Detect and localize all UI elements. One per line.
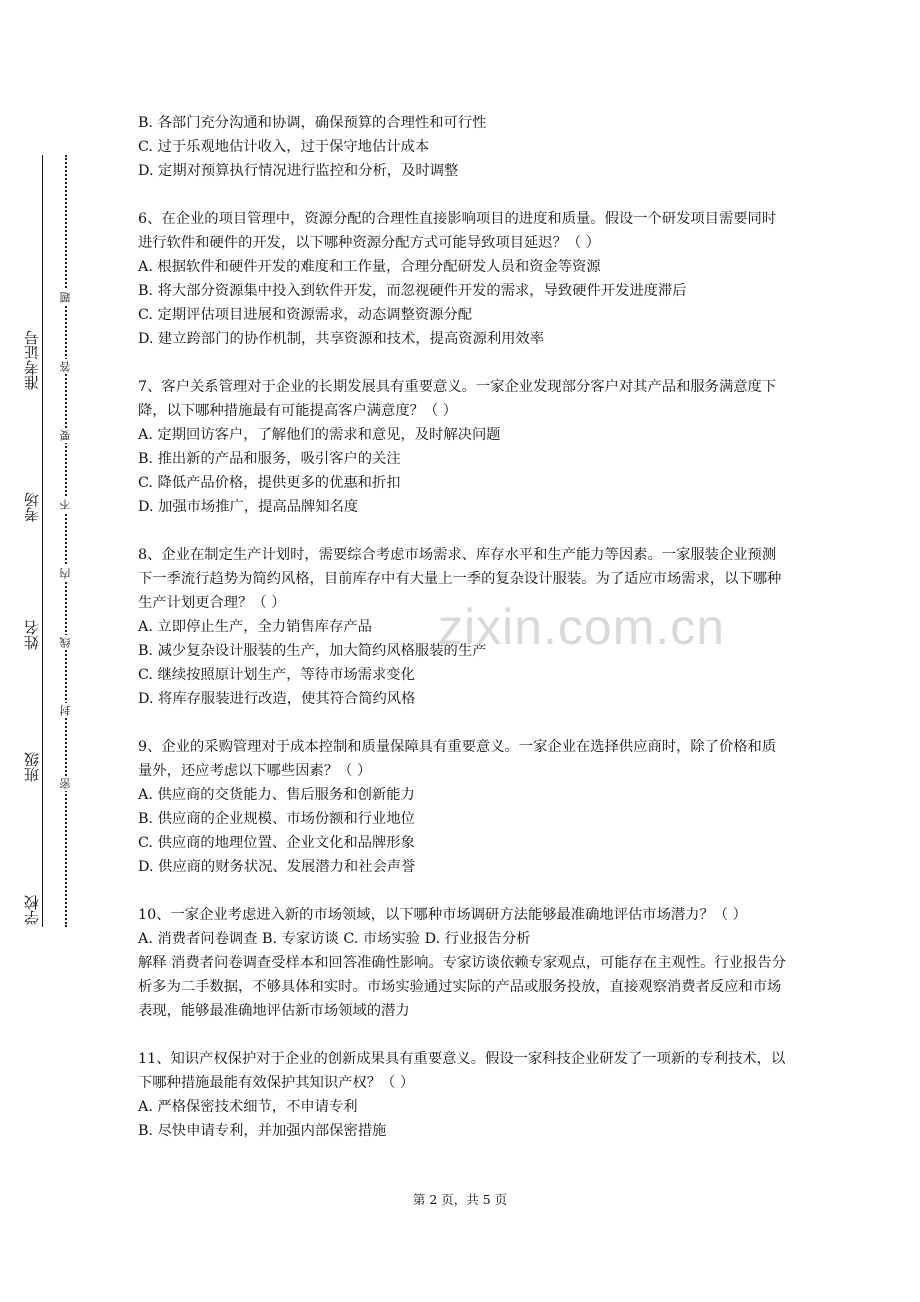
question-11	[138, 1047, 786, 1143]
option: A. 供应商的交货能力、售后服务和创新能力	[138, 787, 415, 803]
option: D. 定期对预算执行情况进行监控和分析，及时调整	[138, 163, 459, 179]
option: C. 继续按照原计划生产，等待市场需求变化	[138, 667, 415, 683]
question-stem: 10、一家企业考虑进入新的市场领域，以下哪种市场调研方法能够最准确地评估市场潜力？（ ）	[138, 907, 747, 923]
question-5-continued	[138, 111, 786, 183]
option: C. 过于乐观地估计收入，过于保守地估计成本	[138, 139, 430, 155]
option: D. 建立跨部门的协作机制，共享资源和技术，提高资源利用效率	[138, 331, 545, 347]
page-number: 第 2 页，共 5 页	[412, 1192, 508, 1207]
option: A. 消费者问卷调查 B. 专家访谈 C. 市场实验 D. 行业报告分析	[138, 931, 531, 947]
option: C. 供应商的地理位置、企业文化和品牌形象	[138, 835, 415, 851]
question-stem: 11、知识产权保护对于企业的创新成果具有重要意义。假设一家科技企业研发了一项新的专利技术，以下哪种措施最能有效保护其知识产权？（ ）	[138, 1051, 786, 1091]
option: A. 定期回访客户，了解他们的需求和意见，及时解决问题	[138, 427, 501, 443]
option: C. 降低产品价格，提供更多的优惠和折扣	[138, 475, 401, 491]
question-8	[138, 543, 786, 711]
seal-char-yao: 要	[59, 430, 72, 441]
question-stem: 9、企业的采购管理对于成本控制和质量保障具有重要意义。一家企业在选择供应商时，除了价格和质量外，还应考虑以下哪些因素？（ ）	[138, 739, 777, 779]
field-exam-number: 准考证号	[23, 330, 41, 390]
field-class: 班级	[23, 752, 41, 782]
binding-dotted-line	[65, 155, 67, 927]
question-10	[138, 903, 786, 1023]
option: B. 减少复杂设计服装的生产，加大简约风格服装的生产	[138, 643, 487, 659]
seal-char-da: 答	[59, 361, 72, 372]
field-name: 姓名	[23, 620, 41, 650]
option: A. 立即停止生产，全力销售库存产品	[138, 619, 372, 635]
seal-char-feng: 封	[59, 705, 72, 716]
seal-char-nei: 内	[59, 568, 72, 579]
seal-char-bu: 不	[59, 499, 72, 510]
question-list	[138, 111, 786, 1167]
binding-solid-line	[42, 155, 43, 927]
option: B. 尽快申请专利，并加强内部保密措施	[138, 1123, 387, 1139]
question-stem: 6、在企业的项目管理中，资源分配的合理性直接影响项目的进度和质量。假设一个研发项目需要同时进行软件和硬件的开发，以下哪种资源分配方式可能导致项目延迟？（ ）	[138, 211, 777, 251]
option: B. 推出新的产品和服务，吸引客户的关注	[138, 451, 401, 467]
option: D. 供应商的财务状况、发展潜力和社会声誉	[138, 859, 416, 875]
option: B. 各部门充分沟通和协调，确保预算的合理性和可行性	[138, 115, 487, 131]
watermark: zixin.com.cn	[438, 599, 726, 655]
option: D. 加强市场推广，提高品牌知名度	[138, 499, 359, 515]
field-exam-room: 考场	[23, 492, 41, 522]
field-school: 学校	[23, 895, 41, 925]
seal-char-xian: 线	[59, 637, 72, 648]
option: C. 定期评估项目进展和资源需求，动态调整资源分配	[138, 307, 473, 323]
seal-char-ti: 题	[59, 292, 72, 303]
explanation: 解释 消费者问卷调查受样本和回答准确性影响。专家访谈依赖专家观点，可能存在主观性。行业报告分析多为二手数据，不够具体和实时。市场实验通过实际的产品或服务投放，直接观察消费者反应和市场表现，能够最准确地评估新市场领域的潜力	[138, 955, 786, 1019]
option: B. 供应商的企业规模、市场份额和行业地位	[138, 811, 415, 827]
question-stem: 8、企业在制定生产计划时，需要综合考虑市场需求、库存水平和生产能力等因素。一家服装企业预测下一季流行趋势为简约风格，目前库存中有大量上一季的复杂设计服装。为了适应市场需求，以下哪种生产计划更合理？（ ）	[138, 547, 782, 611]
question-stem: 7、客户关系管理对于企业的长期发展具有重要意义。一家企业发现部分客户对其产品和服务满意度下降，以下哪种措施最有可能提高客户满意度？（ ）	[138, 379, 777, 419]
question-6	[138, 207, 786, 351]
option: A. 严格保密技术细节，不申请专利	[138, 1099, 358, 1115]
question-7	[138, 375, 786, 519]
option: A. 根据软件和硬件开发的难度和工作量，合理分配研发人员和资金等资源	[138, 259, 601, 275]
question-9	[138, 735, 786, 879]
seal-char-mi: 密	[59, 778, 72, 789]
option: B. 将大部分资源集中投入到软件开发，而忽视硬件开发的需求，导致硬件开发进度滞后	[138, 283, 687, 299]
option: D. 将库存服装进行改造，使其符合简约风格	[138, 691, 416, 707]
